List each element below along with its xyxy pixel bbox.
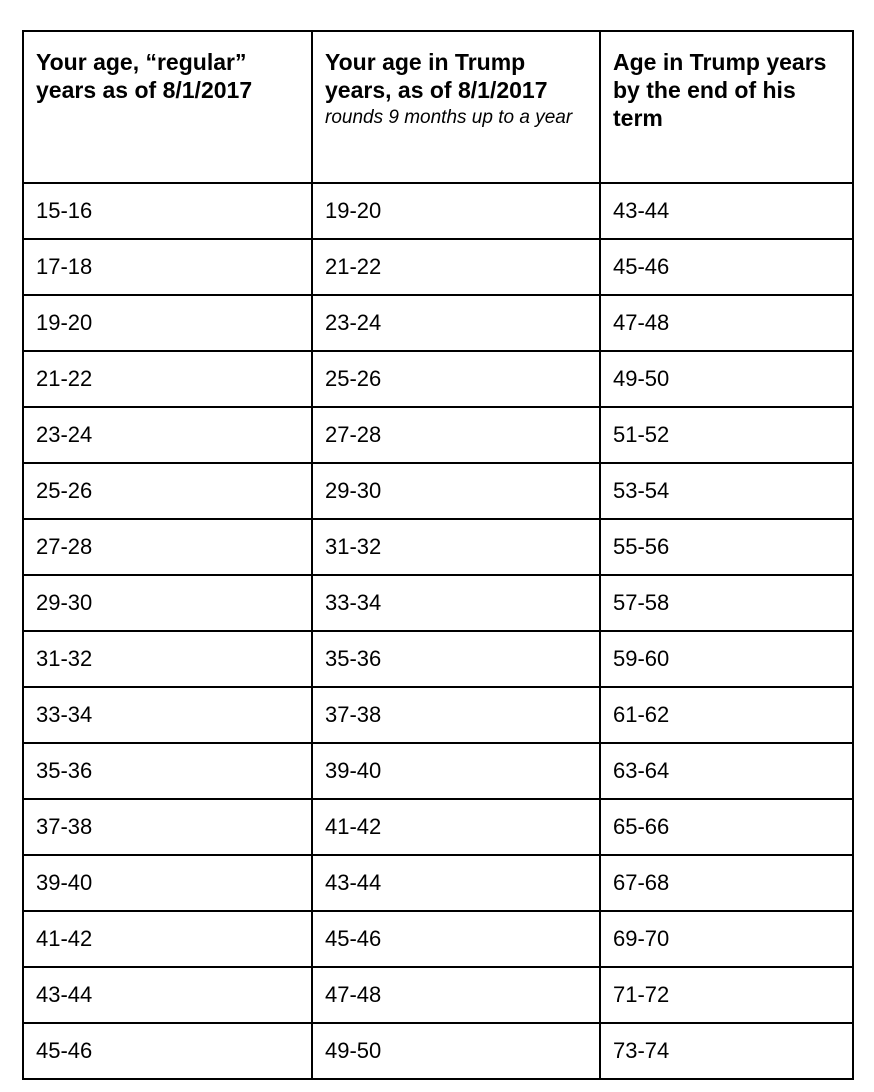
- header-text: years, as of 8/1/2017: [325, 77, 548, 103]
- cell-end-of-term-age: 65-66: [600, 799, 853, 855]
- age-conversion-table: [22, 30, 854, 1080]
- table-row: [23, 183, 853, 239]
- cell-regular-age: 31-32: [23, 631, 312, 687]
- header-text: Your age in Trump: [325, 49, 526, 75]
- cell-regular-age: 33-34: [23, 687, 312, 743]
- cell-end-of-term-age: 49-50: [600, 351, 853, 407]
- header-trump-age-end-of-term: [600, 31, 853, 183]
- table-row: [23, 519, 853, 575]
- cell-trump-age: 43-44: [312, 855, 600, 911]
- cell-regular-age: 21-22: [23, 351, 312, 407]
- table-row: [23, 239, 853, 295]
- cell-end-of-term-age: 57-58: [600, 575, 853, 631]
- table-row: [23, 1023, 853, 1079]
- header-text: term: [613, 105, 663, 131]
- table-row: [23, 855, 853, 911]
- cell-trump-age: 45-46: [312, 911, 600, 967]
- table-row: [23, 463, 853, 519]
- table-row: [23, 407, 853, 463]
- header-text: years as of 8/1/2017: [36, 77, 253, 103]
- cell-trump-age: 23-24: [312, 295, 600, 351]
- cell-end-of-term-age: 61-62: [600, 687, 853, 743]
- header-row: [23, 31, 853, 183]
- header-regular-age: [23, 31, 312, 183]
- cell-trump-age: 49-50: [312, 1023, 600, 1079]
- cell-trump-age: 39-40: [312, 743, 600, 799]
- cell-regular-age: 29-30: [23, 575, 312, 631]
- table-row: [23, 351, 853, 407]
- header-text: by the end of his: [613, 77, 796, 103]
- cell-end-of-term-age: 55-56: [600, 519, 853, 575]
- cell-regular-age: 15-16: [23, 183, 312, 239]
- cell-trump-age: 35-36: [312, 631, 600, 687]
- cell-end-of-term-age: 51-52: [600, 407, 853, 463]
- cell-trump-age: 31-32: [312, 519, 600, 575]
- cell-trump-age: 27-28: [312, 407, 600, 463]
- header-note: rounds 9 months up to a year: [325, 107, 573, 128]
- table-row: [23, 631, 853, 687]
- cell-trump-age: 19-20: [312, 183, 600, 239]
- cell-trump-age: 21-22: [312, 239, 600, 295]
- cell-end-of-term-age: 63-64: [600, 743, 853, 799]
- table-row: [23, 575, 853, 631]
- cell-trump-age: 33-34: [312, 575, 600, 631]
- cell-end-of-term-age: 43-44: [600, 183, 853, 239]
- cell-regular-age: 37-38: [23, 799, 312, 855]
- table-row: [23, 967, 853, 1023]
- cell-regular-age: 41-42: [23, 911, 312, 967]
- cell-end-of-term-age: 71-72: [600, 967, 853, 1023]
- cell-end-of-term-age: 59-60: [600, 631, 853, 687]
- cell-trump-age: 41-42: [312, 799, 600, 855]
- cell-regular-age: 39-40: [23, 855, 312, 911]
- header-text: Your age, “regular”: [36, 49, 247, 75]
- cell-regular-age: 17-18: [23, 239, 312, 295]
- cell-end-of-term-age: 45-46: [600, 239, 853, 295]
- cell-end-of-term-age: 67-68: [600, 855, 853, 911]
- cell-regular-age: 27-28: [23, 519, 312, 575]
- header-text: Age in Trump years: [613, 49, 827, 75]
- cell-regular-age: 23-24: [23, 407, 312, 463]
- table-row: [23, 799, 853, 855]
- table-row: [23, 911, 853, 967]
- cell-trump-age: 47-48: [312, 967, 600, 1023]
- cell-end-of-term-age: 47-48: [600, 295, 853, 351]
- cell-regular-age: 43-44: [23, 967, 312, 1023]
- table-row: [23, 743, 853, 799]
- cell-regular-age: 35-36: [23, 743, 312, 799]
- header-trump-age-now: [312, 31, 600, 183]
- cell-regular-age: 45-46: [23, 1023, 312, 1079]
- cell-end-of-term-age: 69-70: [600, 911, 853, 967]
- cell-regular-age: 25-26: [23, 463, 312, 519]
- cell-trump-age: 25-26: [312, 351, 600, 407]
- cell-regular-age: 19-20: [23, 295, 312, 351]
- cell-trump-age: 29-30: [312, 463, 600, 519]
- cell-end-of-term-age: 53-54: [600, 463, 853, 519]
- cell-trump-age: 37-38: [312, 687, 600, 743]
- table-row: [23, 295, 853, 351]
- table-row: [23, 687, 853, 743]
- cell-end-of-term-age: 73-74: [600, 1023, 853, 1079]
